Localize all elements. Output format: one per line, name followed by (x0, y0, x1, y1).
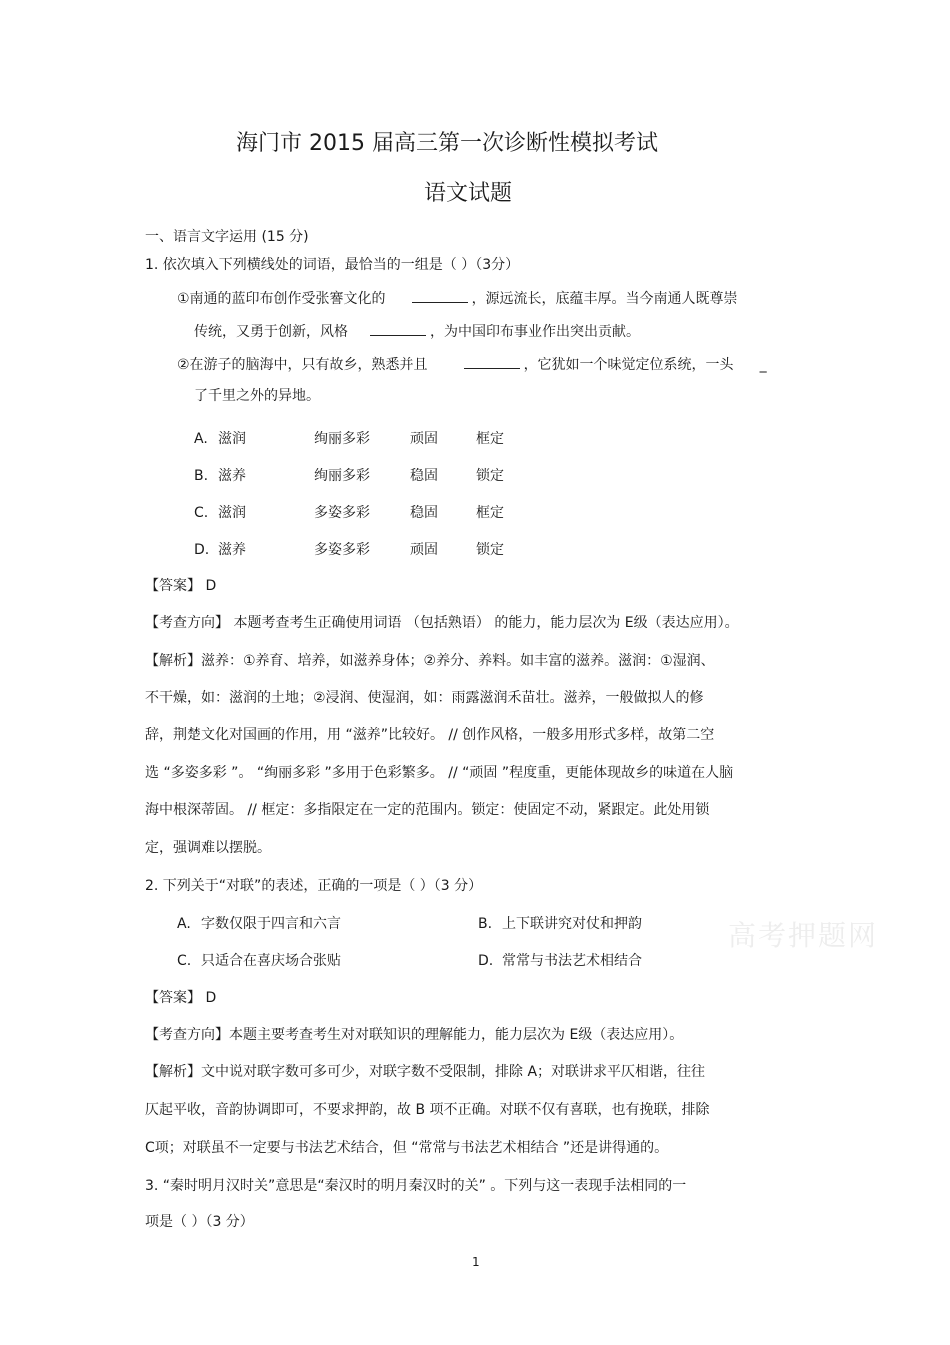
q1-direction: 【考查方向】 本题考查考生正确使用词语 （包括熟语） 的能力，能力层次为 E级（表达应用）。 (145, 615, 739, 631)
page-title: 海门市 2015 届高三第一次诊断性模拟考试 (236, 131, 658, 156)
q2-analysis-line: 【解析】文中说对联字数可多可少，对联字数不受限制，排除 A；对联讲求平仄相谐，往往 (145, 1064, 706, 1080)
q3-stem-line2: 项是（ ）（3 分） (145, 1214, 254, 1230)
q1-sentence2-line1 (177, 354, 767, 374)
q1-s2-part2: ，它犹如一个味觉定位系统，一头 (523, 357, 734, 373)
q2-analysis-line: 仄起平收，音韵协调即可，不要求押韵，故 B 项不正确。对联不仅有喜联，也有挽联，排除 (145, 1102, 710, 1118)
answer-blank (464, 354, 520, 369)
q1-stem: 1. 依次填入下列横线处的词语，最恰当的一组是（ ）（3分） (145, 257, 520, 273)
option-word: 稳固 (410, 505, 438, 521)
option-word: 框定 (476, 431, 504, 447)
q1-option-a (194, 430, 504, 448)
answer-blank (412, 288, 468, 303)
option-letter: D. (478, 953, 494, 969)
q1-sentence2-line2: 了千里之外的异地。 (194, 388, 320, 404)
option-word: 框定 (476, 505, 504, 521)
option-letter: C. (194, 505, 209, 521)
watermark: 高考押题网 (728, 919, 879, 952)
q2-answer: 【答案】 D (145, 990, 217, 1006)
answer-blank (370, 321, 426, 336)
option-text: 上下联讲究对仗和押韵 (502, 916, 642, 932)
q2-stem: 2. 下列关于“对联”的表述，正确的一项是（ ）（3 分） (145, 878, 483, 894)
option-text: 常常与书法艺术相结合 (502, 953, 642, 969)
q1-analysis-line: 海中根深蒂固。 // 框定：多指限定在一定的范围内。锁定：使固定不动，紧跟定。此处用锁 (145, 802, 710, 818)
option-word: 顽固 (410, 431, 438, 447)
option-letter: C. (177, 953, 192, 969)
q2-option-b (478, 915, 642, 933)
q1-answer: 【答案】 D (145, 578, 217, 594)
q1-analysis-line: 定，强调难以摆脱。 (145, 840, 271, 856)
option-letter: A. (194, 431, 208, 447)
option-letter: B. (194, 468, 209, 484)
q1-analysis-line: 不干燥，如：滋润的土地；②浸润、使湿润，如：雨露滋润禾苗壮。滋养，一般做拟人的修 (145, 690, 704, 706)
option-word: 稳固 (410, 468, 438, 484)
option-word: 滋养 (218, 468, 246, 484)
q2-direction: 【考查方向】本题主要考查考生对对联知识的理解能力，能力层次为 E级（表达应用）。 (145, 1027, 684, 1043)
q1-sentence1-line2 (194, 321, 640, 341)
option-word: 多姿多彩 (314, 505, 370, 521)
q1-s1-line2b: ，为中国印布事业作出突出贡献。 (430, 324, 640, 340)
q1-s1-part2: ，源远流长，底蕴丰厚。当今南通人既尊崇 (471, 291, 738, 307)
option-word: 锁定 (476, 542, 504, 558)
q2-analysis-line: C项；对联虽不一定要与书法艺术结合，但 “常常与书法艺术相结合 ”还是讲得通的。 (145, 1140, 669, 1156)
option-text: 字数仅限于四言和六言 (201, 916, 341, 932)
q2-option-c (177, 952, 341, 970)
q1-option-d (194, 541, 504, 559)
option-word: 锁定 (476, 468, 504, 484)
option-word: 滋养 (218, 542, 246, 558)
option-word: 滋润 (218, 431, 246, 447)
option-word: 绚丽多彩 (314, 431, 370, 447)
option-letter: D. (194, 542, 210, 558)
q1-analysis-line: 辞，荆楚文化对国画的作用，用 “滋养”比较好。 // 创作风格，一般多用形式多样，故第二空 (145, 727, 715, 743)
option-letter: B. (478, 916, 493, 932)
page-number: 1 (472, 1255, 480, 1269)
q1-analysis-line: 选 “多姿多彩 ”。 “绚丽多彩 ”多用于色彩繁多。 // “顽固 ”程度重，更能体现故乡的味道在人脑 (145, 765, 734, 781)
q1-option-c (194, 504, 504, 522)
q2-option-d (478, 952, 642, 970)
option-word: 滋润 (218, 505, 246, 521)
q1-s1-line2a: 传统，又勇于创新，风格 (194, 324, 348, 340)
option-word: 绚丽多彩 (314, 468, 370, 484)
option-letter: A. (177, 916, 191, 932)
q3-stem-line1: 3. “秦时明月汉时关”意思是“秦汉时的明月秦汉时的关” 。下列与这一表现手法相同的一 (145, 1178, 687, 1194)
option-word: 顽固 (410, 542, 438, 558)
option-word: 多姿多彩 (314, 542, 370, 558)
option-text: 只适合在喜庆场合张贴 (201, 953, 341, 969)
q1-s2-tail: _ (759, 357, 767, 373)
q1-s2-part1: ②在游子的脑海中，只有故乡，熟悉并且 (177, 357, 428, 373)
q1-analysis-line: 【解析】滋养：①养育、培养，如滋养身体；②养分、养料。如丰富的滋养。滋润：①湿润、 (145, 653, 715, 669)
q1-sentence1-line1 (177, 288, 738, 308)
section-heading: 一、语言文字运用 (15 分) (145, 229, 309, 245)
q2-option-a (177, 915, 341, 933)
q1-s1-part1: ①南通的蓝印布创作受张謇文化的 (177, 291, 386, 307)
q1-option-b (194, 467, 504, 485)
page-subtitle: 语文试题 (424, 181, 513, 206)
